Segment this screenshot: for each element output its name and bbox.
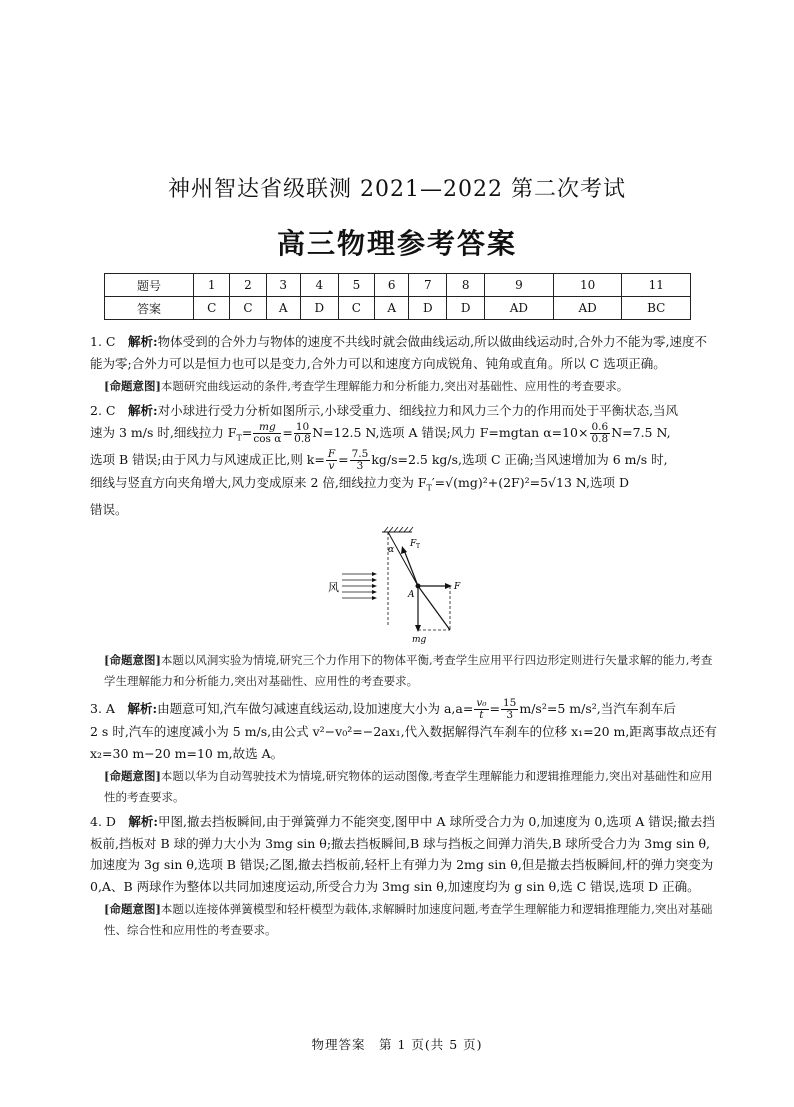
- page-footer: 物理答案 第 1 页(共 5 页): [311, 1037, 483, 1052]
- table-row: [105, 297, 691, 320]
- ball-a: [416, 584, 421, 589]
- table-cell: C: [194, 297, 230, 320]
- fraction: $\frac{F}{v}$: [327, 447, 336, 472]
- table-cell: D: [300, 297, 338, 320]
- tension-subscript: T: [416, 543, 421, 550]
- question-3: 3. A 解析:由题意可知,汽车做匀减速直线运动,设加速度大小为 a,a= $\frac{\text{v₀}}{t}=$ $\frac{15}{3}$ m/s²=5 m/s²,当汽车刹车后 2 s 时,汽车的速度减小为 5 m/s,由公式 v²−v₀²=−2ax₁,代入数据解得汽车刹车的位移 x₁=20 m,距离事故点还有 x₂=30 m−20 m=10 m,故选 A。: [90, 697, 717, 761]
- answer-content: [90, 331, 718, 941]
- question-4-intent: [命题意图]本题以连接体弹簧模型和轻杆模型为载体,求解瞬时加速度问题,考查学生理解能力和逻辑推理能力,突出对基础性、综合性和应用性的考查要求。: [104, 902, 713, 937]
- gravity-arrowhead: [415, 625, 421, 632]
- table-cell: 4: [300, 274, 338, 297]
- wind-label: 风: [328, 581, 339, 594]
- fraction: $\frac{7.5}{3}$: [351, 447, 369, 472]
- table-cell: 1: [194, 274, 230, 297]
- table-cell: D: [447, 297, 485, 320]
- table-cell: AD: [553, 297, 622, 320]
- ceiling-hatch: [384, 527, 413, 532]
- question-3-intent: [命题意图]本题以华为自动驾驶技术为情境,研究物体的运动图像,考查学生理解能力和逻辑推理能力,突出对基础性和应用性的考查要求。: [104, 769, 713, 804]
- table-cell: 11: [622, 274, 691, 297]
- resultant-line: [418, 586, 450, 630]
- table-cell: 5: [338, 274, 374, 297]
- wind-force-arrowhead: [445, 583, 452, 589]
- alpha-label: α: [388, 545, 395, 555]
- table-cell: 9: [485, 274, 554, 297]
- table-cell: D: [409, 297, 447, 320]
- question-2-intent: [命题意图]本题以风洞实验为情境,研究三个力作用下的物体平衡,考查学生应用平行四边形定则进行矢量求解的能力,考查学生理解能力和分析能力,突出对基础性、应用性的考查要求。: [104, 653, 713, 688]
- tension-arrow: [404, 550, 418, 586]
- table-row: [105, 274, 691, 297]
- table-cell: A: [266, 297, 300, 320]
- table-cell: 2: [230, 274, 266, 297]
- table-cell: 10: [553, 274, 622, 297]
- table-cell: 7: [409, 274, 447, 297]
- fraction: $\frac{mg}{\text{cos α}}$: [253, 420, 282, 445]
- table-cell: A: [375, 297, 409, 320]
- question-4: 4. D 解析:甲图,撤去挡板瞬间,由于弹簧弹力不能突变,图甲中 A 球所受合力为 0,加速度为 0,选项 A 错误;撤去挡板前,挡板对 B 球的弹力大小为 3mg sin θ;撤去挡板瞬间,B 球与挡板之间弹力消失,B 球所受合力为 3mg sin θ,加速度为 3g sin θ,选项 B 错误;乙图,撤去挡板前,轻杆上有弹力为 2mg sin θ,但是撤去挡板瞬间,杆的弹力突变为 0,A、B 两球作为整体以共同加速度运动,所受合力为 3mg sin θ,加速度均为 g sin θ,选 C 错误,选项 D 正确。: [90, 814, 715, 894]
- table-cell: AD: [485, 297, 554, 320]
- gravity-label: mg: [412, 635, 427, 645]
- table-cell: C: [230, 297, 266, 320]
- fraction: $\frac{15}{3}$: [502, 697, 517, 721]
- row-label: 题号: [105, 274, 194, 297]
- table-cell: 6: [375, 274, 409, 297]
- row-label: 答案: [105, 297, 194, 320]
- point-a-label: A: [408, 590, 415, 600]
- tension-arrowhead: [401, 546, 407, 554]
- answer-table: [104, 273, 691, 320]
- wind-arrows: [342, 574, 374, 598]
- wind-arrowheads: [372, 572, 377, 600]
- fraction: $\frac{\text{v₀}}{t}$: [476, 697, 487, 721]
- force-f-label: F: [454, 582, 461, 592]
- table-cell: 3: [266, 274, 300, 297]
- table-cell: C: [338, 297, 374, 320]
- question-1: 1. C 解析:物体受到的合外力与物体的速度不共线时就会做曲线运动,所以做曲线运动时,合外力不能为零,速度不能为零;合外力可以是恒力也可以是变力,合外力可以和速度方向成锐角、钝角或直角。所以 C 选项正确。: [90, 334, 708, 371]
- tension-label: F: [410, 539, 417, 549]
- table-cell: 8: [447, 274, 485, 297]
- question-1-intent: [命题意图]本题研究曲线运动的条件,考查学生理解能力和分析能力,突出对基础性、应用性的考查要求。: [104, 379, 629, 393]
- force-diagram: [90, 526, 718, 646]
- exam-title: 神州智达省级联测 2021—2022 第二次考试: [168, 177, 626, 202]
- page-title: 高三物理参考答案: [276, 227, 517, 260]
- force-diagram-svg: [330, 526, 480, 646]
- fraction: $\frac{10}{0.8}$: [294, 420, 311, 445]
- fraction: $\frac{0.6}{0.8}$: [591, 420, 609, 445]
- question-2: 2. C 解析:对小球进行受力分析如图所示,小球受重力、细线拉力和风力三个力的作用而处于平衡状态,当风 速为 3 m/s 时,细线拉力 $F_T=$ $\frac{mg}{\text{cos α}}$ = $\frac{10}{0.8}$ N=12.5 N,选项 A 错误;风力 F=mgtan α=10× $\frac{0.6}{0.8}$ N=7.5 N, 选项 B 错误;由于风力与风速成正比,则 k= $\frac{F}{v}=$ $\frac{7.5}{3}$ kg/s=2.5 kg/s,选项 C 正确;当风速增加为 6 m/s 时, 细线与竖直方向夹角增大,风力变成原来 2 倍,细线拉力变为 $F_T'=√(mg)^2+(2F)^2=5√13$ N,选项 D 错误。: [90, 403, 679, 517]
- table-cell: BC: [622, 297, 691, 320]
